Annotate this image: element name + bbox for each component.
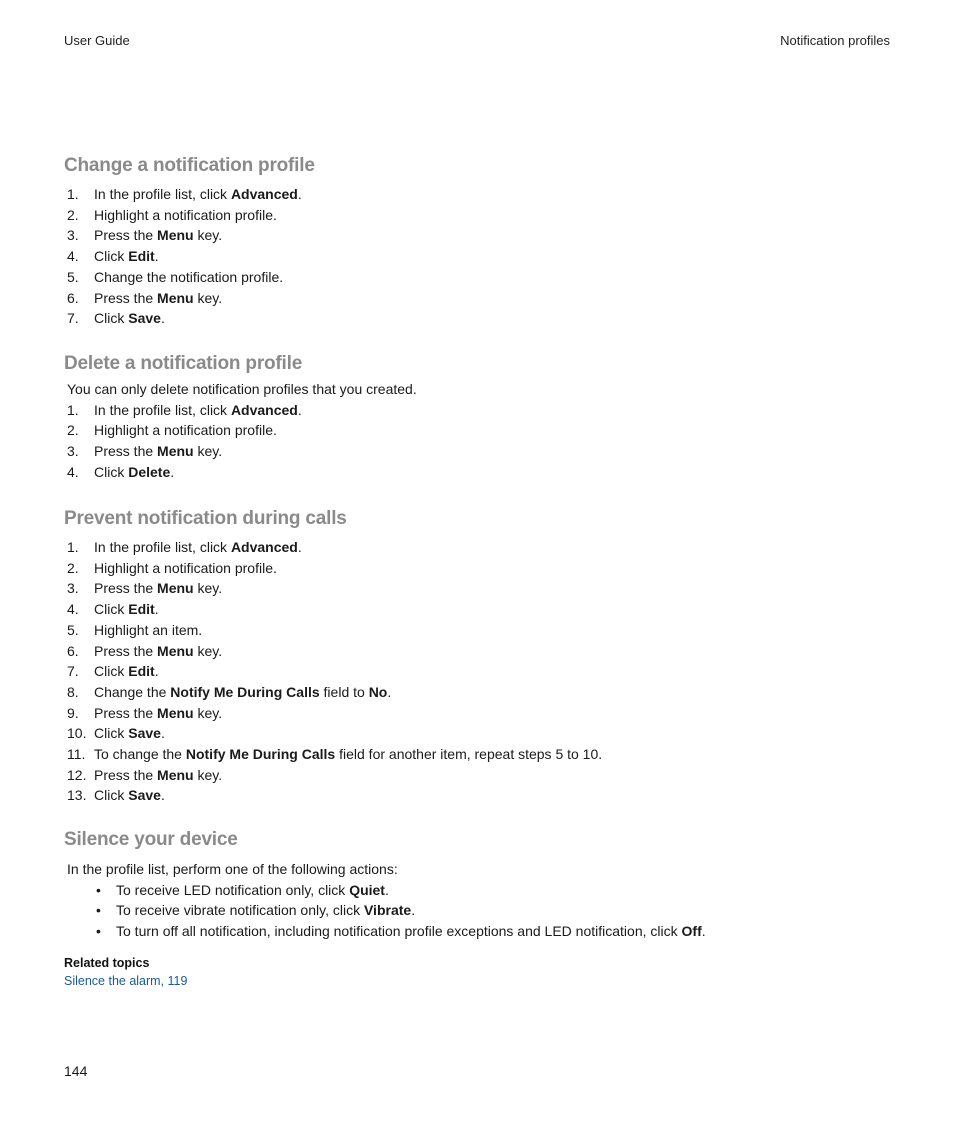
steps-list bbox=[64, 537, 894, 806]
related-topics-heading: Related topics bbox=[64, 955, 150, 970]
section-title: Delete a notification profile bbox=[64, 353, 303, 374]
section-title: Silence your device bbox=[64, 829, 238, 850]
bullet-item: • To receive LED notification only, click Quiet. bbox=[64, 880, 894, 901]
step-item: 3. Press the Menu key. bbox=[67, 580, 223, 597]
step-item: 4. Click Delete. bbox=[67, 463, 175, 480]
step-item: 8. Change the Notify Me During Calls field to No. bbox=[67, 683, 392, 700]
step-item: 6. Press the Menu key. bbox=[67, 289, 223, 306]
section-title: Prevent notification during calls bbox=[64, 508, 347, 529]
step-item: 10. Click Save. bbox=[67, 725, 165, 742]
running-header-right: Notification profiles bbox=[780, 33, 890, 48]
bullet-item: • To turn off all notification, including notification profile exceptions and LED notification, click Off. bbox=[64, 921, 894, 942]
page-number: 144 bbox=[64, 1063, 88, 1079]
related-topics bbox=[64, 955, 894, 990]
bullet-item: • To receive vibrate notification only, click Vibrate. bbox=[64, 900, 894, 921]
step-item: 13. Click Save. bbox=[67, 787, 165, 804]
step-item: 4. Click Edit. bbox=[67, 248, 159, 265]
step-item: 12. Press the Menu key. bbox=[67, 766, 223, 783]
step-item: 9. Press the Menu key. bbox=[67, 704, 223, 721]
step-item: 6. Press the Menu key. bbox=[67, 642, 223, 659]
step-item: 3. Press the Menu key. bbox=[67, 227, 223, 244]
step-item: 5. Change the notification profile. bbox=[67, 268, 284, 285]
step-item: 2. Highlight a notification profile. bbox=[67, 206, 277, 223]
section-change-profile bbox=[64, 154, 894, 329]
step-item: 3. Press the Menu key. bbox=[67, 443, 223, 460]
steps-list bbox=[64, 184, 894, 329]
step-item: 7. Click Save. bbox=[67, 310, 165, 327]
step-item: 7. Click Edit. bbox=[67, 663, 159, 680]
step-item: 1. In the profile list, click Advanced. bbox=[67, 401, 302, 418]
section-prevent-during-calls bbox=[64, 507, 894, 806]
section-silence-device bbox=[64, 828, 894, 990]
bullet-icon: • bbox=[96, 923, 101, 940]
bullet-icon: • bbox=[96, 902, 101, 919]
section-intro: You can only delete notification profiles that you created. bbox=[67, 381, 417, 397]
bullet-icon: • bbox=[96, 881, 101, 898]
running-header-left: User Guide bbox=[64, 33, 130, 48]
section-title: Change a notification profile bbox=[64, 155, 315, 176]
related-topic-link[interactable]: Silence the alarm, 119 bbox=[64, 973, 188, 988]
section-delete-profile bbox=[64, 352, 894, 483]
bullet-list bbox=[64, 880, 894, 942]
step-item: 2. Highlight a notification profile. bbox=[67, 559, 277, 576]
step-item: 5. Highlight an item. bbox=[67, 621, 203, 638]
step-item: 11. To change the Notify Me During Calls field for another item, repeat steps 5 to 10. bbox=[67, 746, 603, 763]
step-item: 2. Highlight a notification profile. bbox=[67, 422, 277, 439]
step-item: 1. In the profile list, click Advanced. bbox=[67, 186, 302, 202]
step-item: 4. Click Edit. bbox=[67, 601, 159, 618]
section-intro: In the profile list, perform one of the following actions: bbox=[67, 861, 398, 877]
steps-list bbox=[64, 400, 894, 483]
step-item: 1. In the profile list, click Advanced. bbox=[67, 539, 302, 555]
